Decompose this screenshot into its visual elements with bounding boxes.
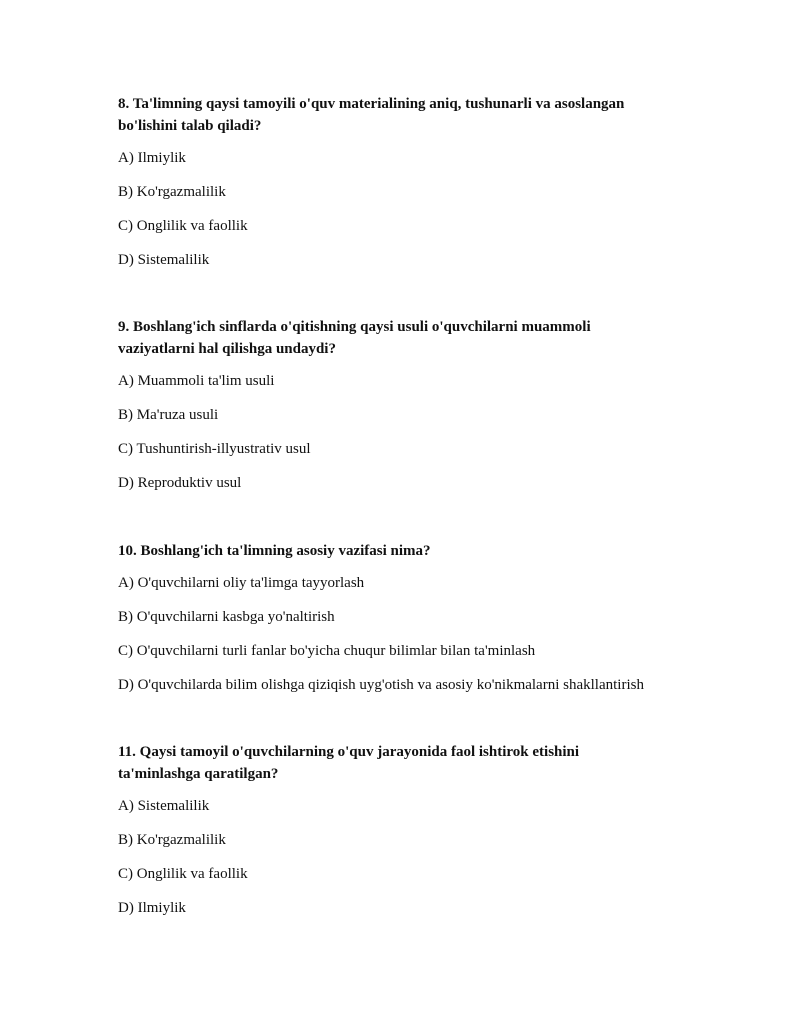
option-a: A) O'quvchilarni oliy ta'limga tayyorlash <box>118 575 365 591</box>
option-c: C) Tushuntirish-illyustrativ usul <box>118 441 311 457</box>
question-title: 11. Qaysi tamoyil o'quvchilarning o'quv jarayonida faol ishtirok etishini ta'minlashga qaratilgan? <box>118 744 580 782</box>
option-c: C) Onglilik va faollik <box>118 218 248 234</box>
option-b: B) Ko'rgazmalilik <box>118 832 226 848</box>
options-list <box>118 795 678 919</box>
option-d: D) Sistemalilik <box>118 252 210 268</box>
option-c: C) Onglilik va faollik <box>118 866 248 882</box>
question-8 <box>118 93 678 283</box>
option-d: D) O'quvchilarda bilim olishga qiziqish uyg'otish va asosiy ko'nikmalarni shakllantirish <box>118 677 644 693</box>
option-b: B) Ko'rgazmalilik <box>118 184 226 200</box>
options-list <box>118 572 678 696</box>
option-c: C) O'quvchilarni turli fanlar bo'yicha chuqur bilimlar bilan ta'minlash <box>118 643 536 659</box>
option-a: A) Muammoli ta'lim usuli <box>118 373 275 389</box>
options-list <box>118 147 678 271</box>
question-11 <box>118 741 678 931</box>
option-b: B) Ma'ruza usuli <box>118 407 219 423</box>
question-10 <box>118 540 678 708</box>
question-title: 8. Ta'limning qaysi tamoyili o'quv materialining aniq, tushunarli va asoslangan bo'lishini talab qiladi? <box>118 96 625 134</box>
option-d: D) Ilmiylik <box>118 900 186 916</box>
question-title: 9. Boshlang'ich sinflarda o'qitishning qaysi usuli o'quvchilarni muammoli vaziyatlarni hal qilishga undaydi? <box>118 319 591 357</box>
option-a: A) Ilmiylik <box>118 150 186 166</box>
option-b: B) O'quvchilarni kasbga yo'naltirish <box>118 609 335 625</box>
question-9 <box>118 316 678 506</box>
option-a: A) Sistemalilik <box>118 798 210 814</box>
options-list <box>118 370 678 494</box>
option-d: D) Reproduktiv usul <box>118 475 242 491</box>
question-title: 10. Boshlang'ich ta'limning asosiy vazifasi nima? <box>118 543 431 559</box>
